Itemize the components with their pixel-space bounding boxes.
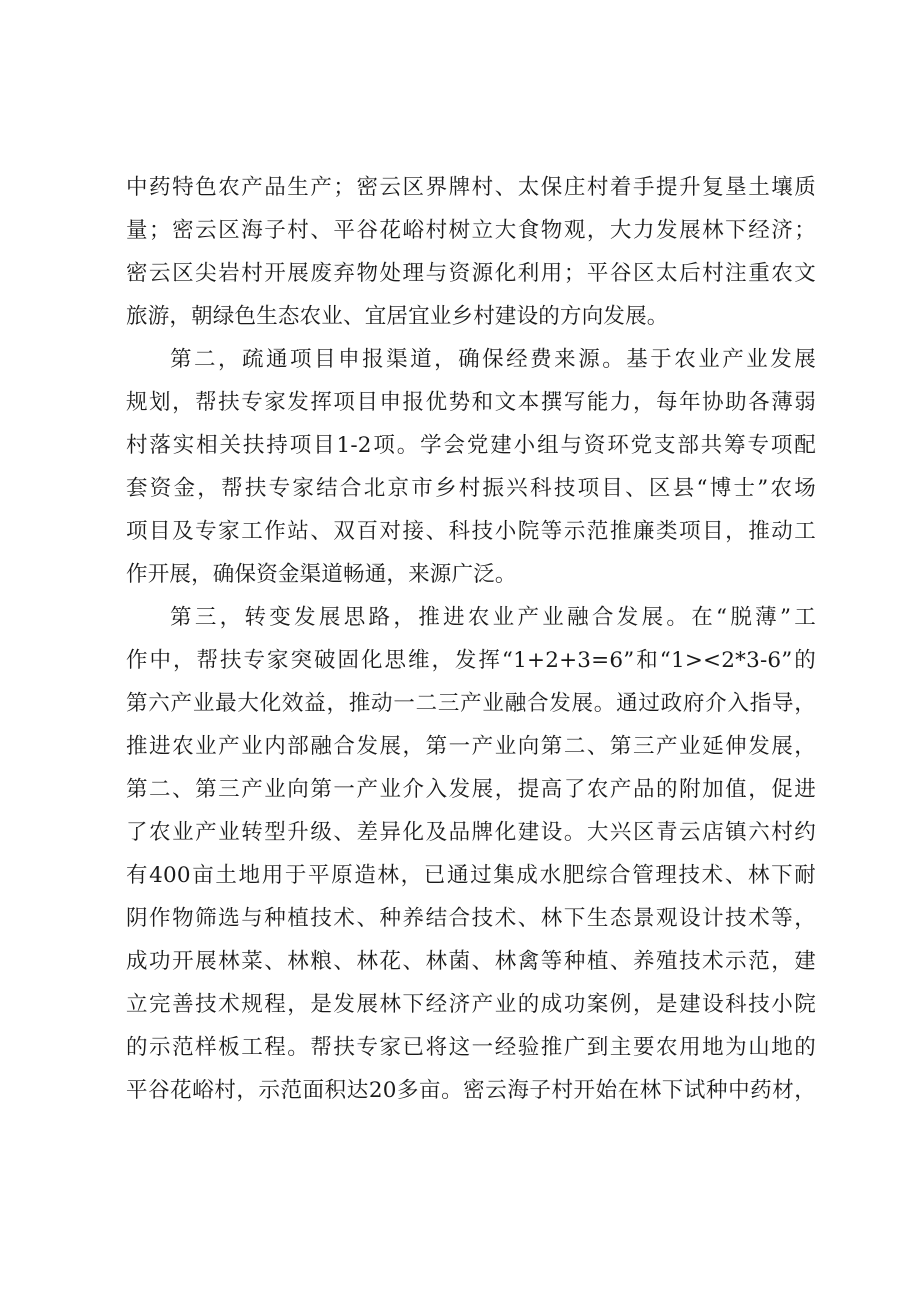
text-line: 中药特色农产品生产；密云区界牌村、太保庄村着手提升复垦土壤质 [126, 175, 816, 200]
text-line: 规划，帮扶专家发挥项目申报优势和文本撰写能力，每年协助各薄弱 [126, 390, 816, 415]
paragraph-start-line: 第三，转变发展思路，推进农业产业融合发展。在“脱薄”工 [170, 605, 816, 630]
text-line: 阴作物筛选与种植技术、种养结合技术、林下生态景观设计技术等， [126, 906, 816, 931]
text-line: 第二、第三产业向第一产业介入发展，提高了农产品的附加值，促进 [126, 777, 816, 802]
text-line: 推进农业产业内部融合发展，第一产业向第二、第三产业延伸发展， [126, 734, 816, 759]
body-text [126, 166, 816, 1112]
text-line: 平谷花峪村，示范面积达20多亩。密云海子村开始在林下试种中药材， [126, 1078, 816, 1103]
text-line: 套资金，帮扶专家结合北京市乡村振兴科技项目、区县“博士”农场 [126, 476, 816, 501]
text-line: 项目及专家工作站、双百对接、科技小院等示范推廉类项目，推动工 [126, 519, 816, 544]
text-line: 立完善技术规程，是发展林下经济产业的成功案例，是建设科技小院 [126, 992, 816, 1017]
text-line: 作中，帮扶专家突破固化思维，发挥“1+2+3=6”和“1><2*3-6”的 [126, 648, 816, 673]
paragraph-start-line: 第二，疏通项目申报渠道，确保经费来源。基于农业产业发展 [170, 347, 816, 372]
text-line: 的示范样板工程。帮扶专家已将这一经验推广到主要农用地为山地的 [126, 1035, 816, 1060]
text-line: 了农业产业转型升级、差异化及品牌化建设。大兴区青云店镇六村约 [126, 820, 816, 845]
text-line: 作开展，确保资金渠道畅通，来源广泛。 [126, 562, 517, 587]
text-line: 村落实相关扶持项目1-2项。学会党建小组与资环党支部共筹专项配 [126, 433, 816, 458]
text-line: 量；密云区海子村、平谷花峪村树立大食物观，大力发展林下经济； [126, 218, 816, 243]
text-line: 有400亩土地用于平原造林，已通过集成水肥综合管理技术、林下耐 [126, 863, 816, 888]
text-line: 密云区尖岩村开展废弃物处理与资源化利用；平谷区太后村注重农文 [126, 261, 816, 286]
text-line: 旅游，朝绿色生态农业、宜居宜业乡村建设的方向发展。 [126, 304, 669, 329]
text-line: 成功开展林菜、林粮、林花、林菌、林禽等种植、养殖技术示范，建 [126, 949, 816, 974]
text-line: 第六产业最大化效益，推动一二三产业融合发展。通过政府介入指导， [126, 691, 816, 716]
